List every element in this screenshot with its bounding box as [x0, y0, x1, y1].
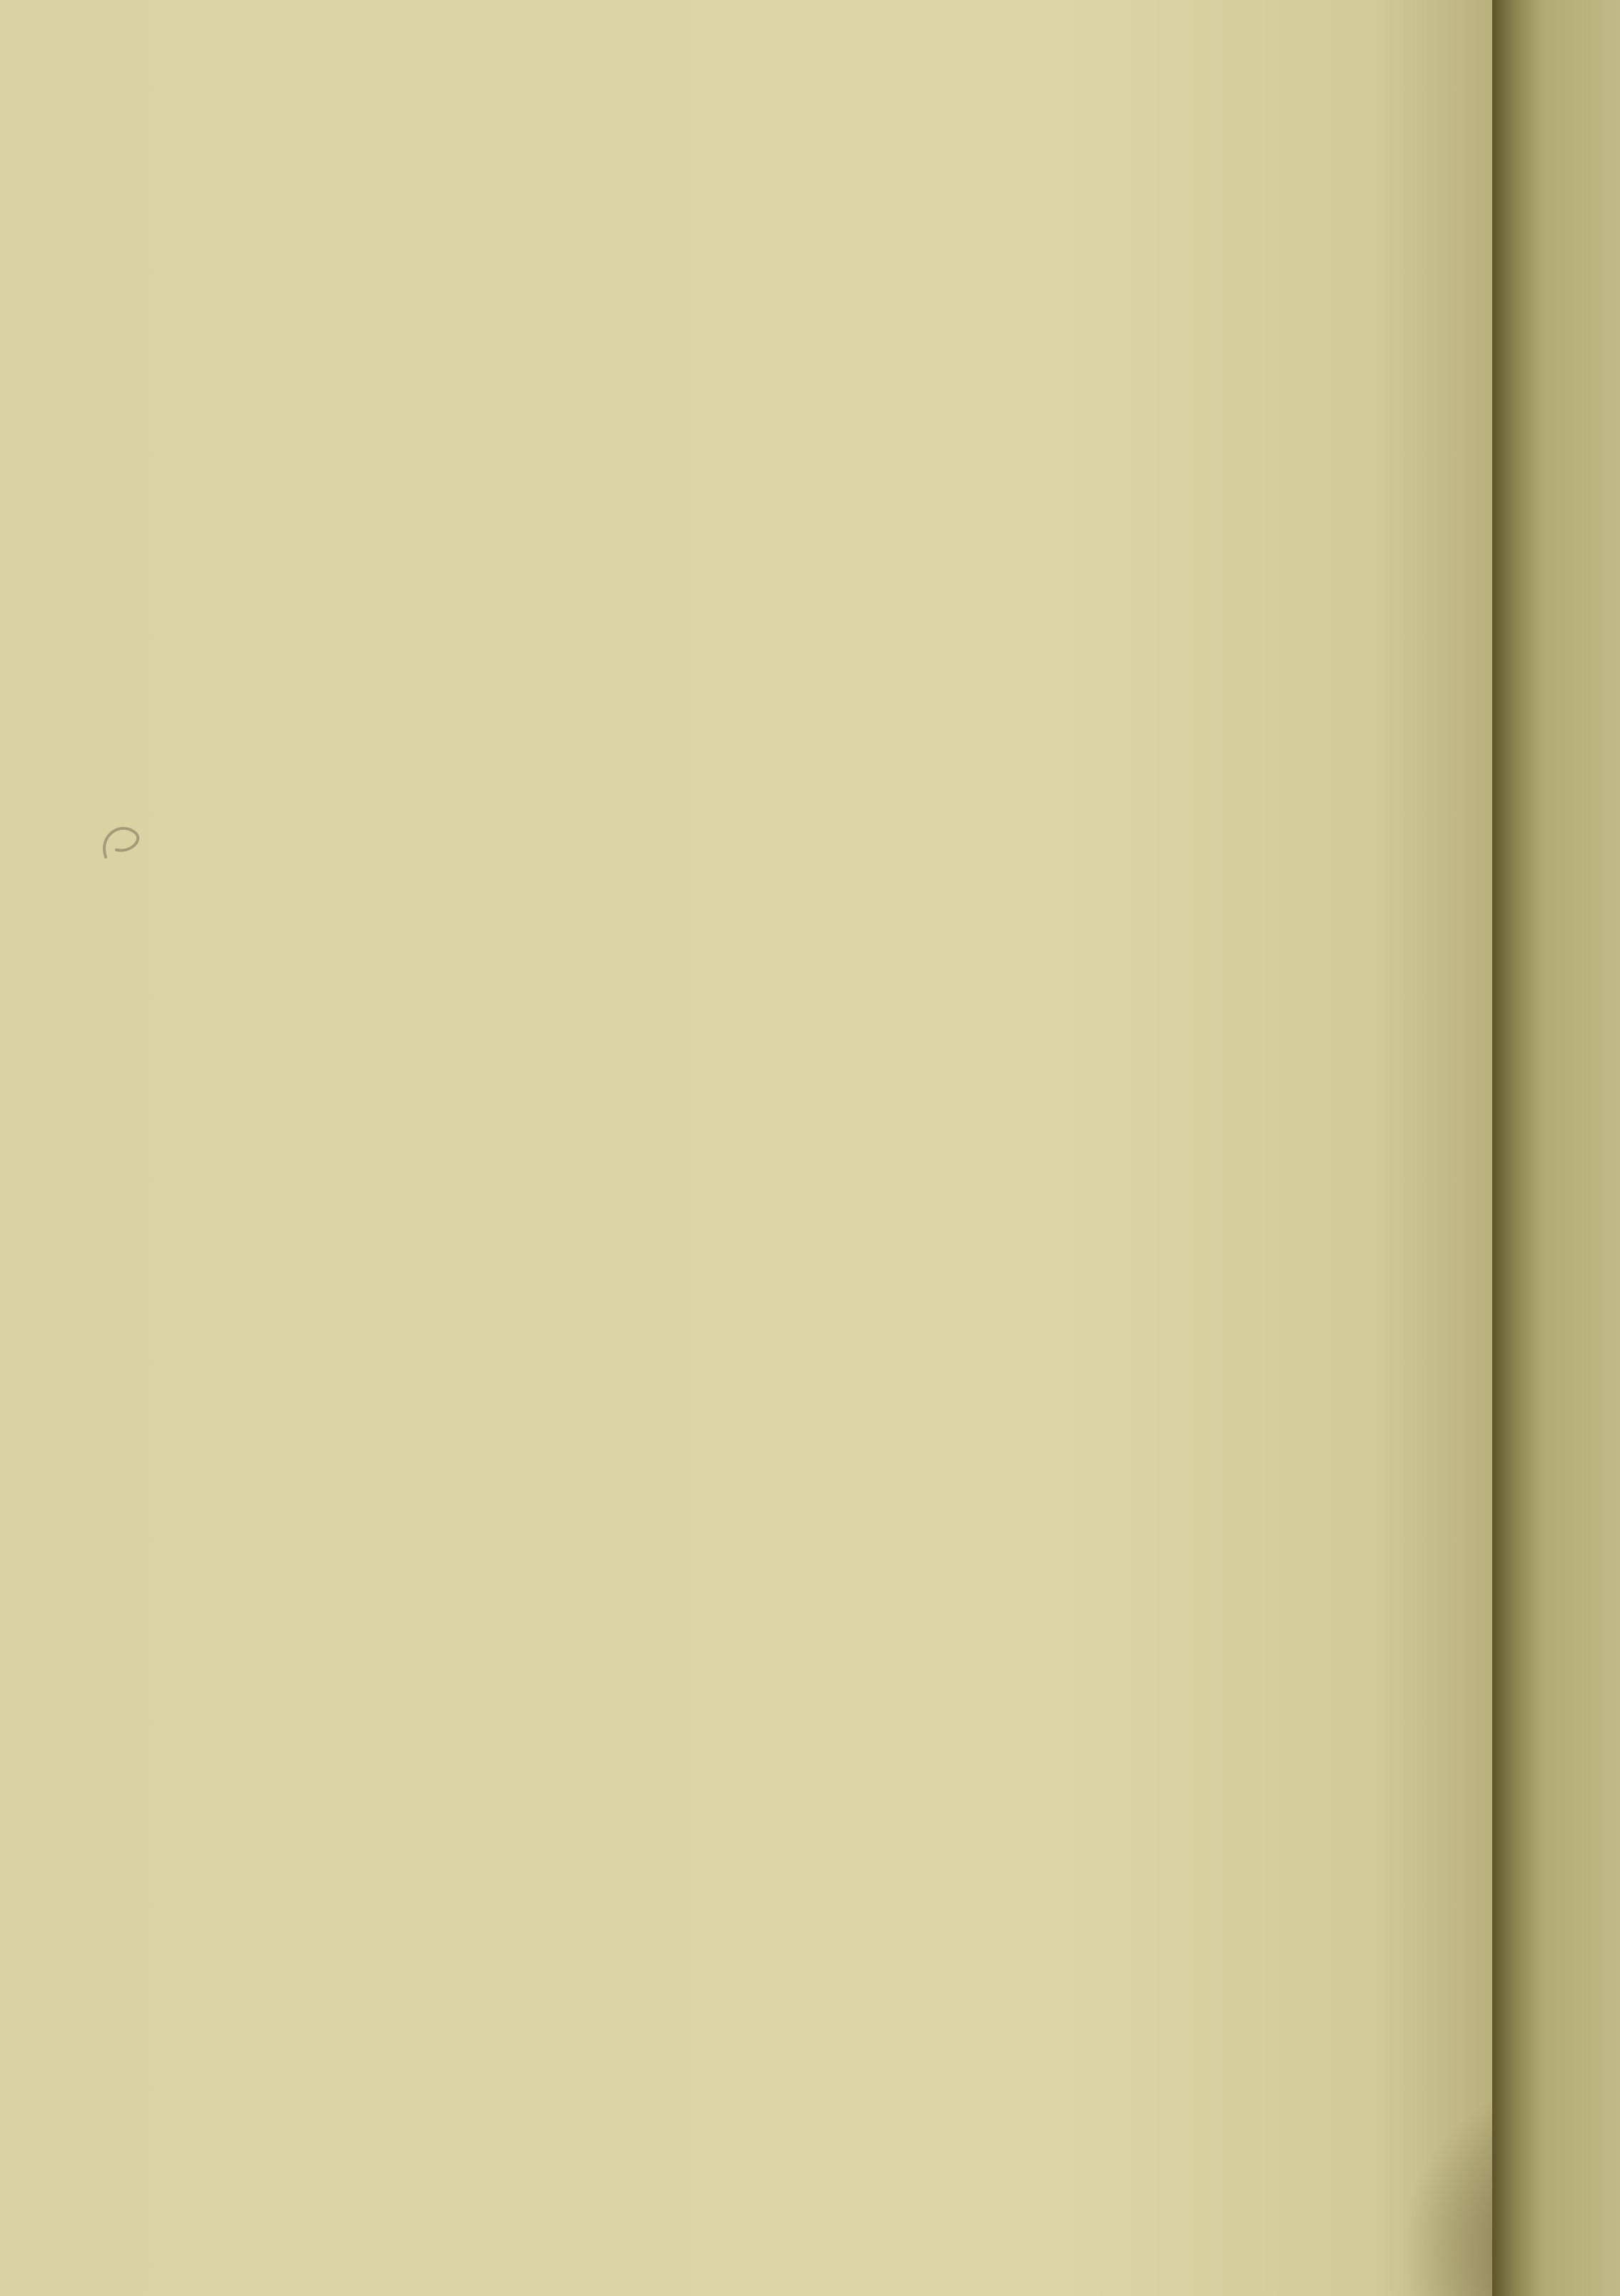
adjacent-page-edge	[1492, 0, 1620, 2296]
pencil-annotation-mark	[91, 807, 156, 878]
